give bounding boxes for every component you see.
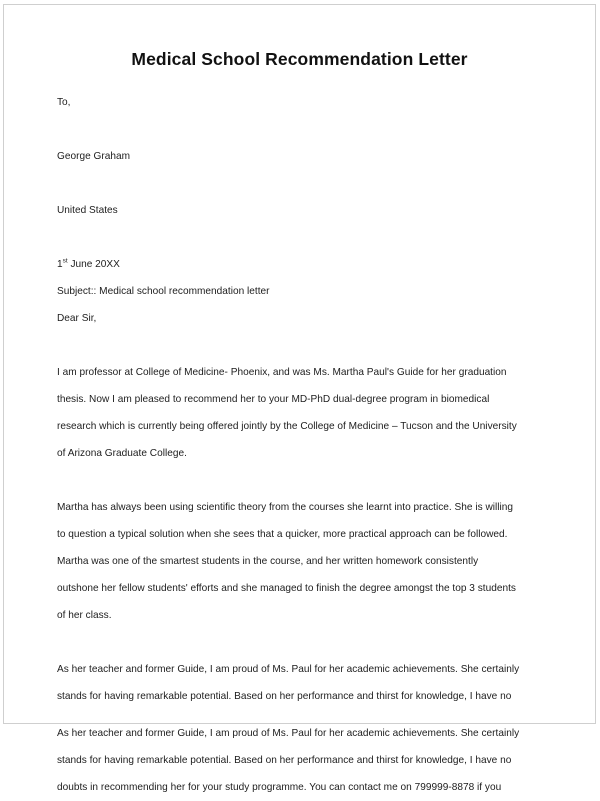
paragraph-line: research which is currently being offered jointly by the College of Medicine – Tucson and the University bbox=[57, 421, 517, 432]
page-title: Medical School Recommendation Letter bbox=[131, 49, 468, 69]
letter-date bbox=[57, 251, 549, 278]
letter-date-rest: June 20XX bbox=[67, 259, 120, 270]
letter-body bbox=[57, 89, 549, 801]
document-sheet bbox=[4, 5, 595, 793]
paragraph-line: I am professor at College of Medicine- Phoenix, and was Ms. Martha Paul's Guide for her graduation bbox=[57, 367, 507, 378]
paragraph-line: outshone her fellow students' efforts and she managed to finish the degree amongst the top 3 students bbox=[57, 583, 516, 594]
recipient-name: George Graham bbox=[57, 151, 131, 162]
subject-line: Subject:: Medical school recommendation letter bbox=[57, 286, 270, 297]
paragraph-line: stands for having remarkable potential. Based on her performance and thirst for knowledge, I have no bbox=[57, 755, 512, 766]
paragraph-line: thesis. Now I am pleased to recommend her to your MD-PhD dual-degree program in biomedical bbox=[57, 394, 490, 405]
paragraph-line: As her teacher and former Guide, I am proud of Ms. Paul for her academic achievements. She certainly bbox=[57, 664, 520, 675]
paragraph-line: As her teacher and former Guide, I am proud of Ms. Paul for her academic achievements. She certainly bbox=[57, 728, 520, 739]
spacer bbox=[57, 170, 549, 197]
letter-date-day: 1 bbox=[57, 259, 63, 270]
spacer bbox=[57, 629, 549, 656]
paragraph-line: Martha was one of the smartest students in the course, and her written homework consistently bbox=[57, 556, 479, 567]
paragraph-line: to question a typical solution when she sees that a quicker, more practical approach can be followed. bbox=[57, 529, 508, 540]
spacer bbox=[57, 332, 549, 359]
paragraph-line: of Arizona Graduate College. bbox=[57, 448, 187, 459]
greeting: Dear Sir, bbox=[57, 313, 97, 324]
spacer bbox=[57, 116, 549, 143]
paragraph-intro bbox=[57, 359, 549, 467]
paragraph-performance bbox=[57, 494, 549, 629]
paragraph-endorsement-repeat bbox=[57, 720, 549, 801]
spacer bbox=[57, 224, 549, 251]
spacer bbox=[57, 467, 549, 494]
paragraph-line: doubts in recommending her for your study programme. You can contact me on 799999-8878 if you bbox=[57, 782, 502, 793]
paragraph-line: Martha has always been using scientific theory from the courses she learnt into practice. She is willing bbox=[57, 502, 514, 513]
letter-date-ordinal: st bbox=[62, 257, 68, 265]
spacer bbox=[57, 710, 549, 720]
paragraph-line: of her class. bbox=[57, 610, 112, 621]
paragraph-line: stands for having remarkable potential. Based on her performance and thirst for knowledge, I have no bbox=[57, 691, 512, 702]
letter-to-label: To, bbox=[57, 97, 71, 108]
recipient-country: United States bbox=[57, 205, 118, 216]
document-page bbox=[3, 4, 596, 793]
paragraph-endorsement bbox=[57, 656, 549, 710]
